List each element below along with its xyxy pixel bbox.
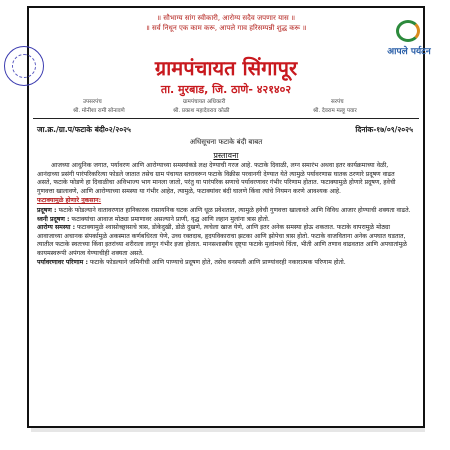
reference-number: जा.क्र./ग्रा.प/फटाके बंदी०२/२०२५ [37,125,131,134]
notice-date: दिनांक-१७/०९/२०२५ [355,125,413,134]
brand-logo [382,20,434,64]
name-gram-officer: श्री. प्रकाश महादेवराव कोळी [173,108,230,114]
address-line: ता. मुरबाड, जि. ठाणे- ४२१४०२ [160,83,292,96]
seal-stamp [4,46,44,86]
harm-label: आरोग्य समस्या : [37,224,76,232]
logo-swirl-icon [396,20,420,42]
slogan-line-1: ॥ सौभाग्य सांग स्वीकारी, आरोग्य सदैव जपणार यास ॥ [156,14,296,22]
header-divider [33,118,419,119]
name-sarpanch: श्री. देवराम मल्हू पवार [313,108,357,114]
role-gram-officer: ग्रामपंचायत अधिकारी [183,99,226,105]
notice-document [27,6,425,428]
page-shadow [31,428,425,432]
intro-heading: प्रस्तावना [213,151,239,160]
harm-text: फटाके फोडल्याने वातावरणात हानिकारक रासायनिक घटक आणि धूळ प्रवेशतात, त्यामुळे हवेची गुणवत्ता खालावते आणि विविध आजार होण्याची शक्यता वाढते. [58,206,411,214]
notice-subject: अधिसूचना फटाके बंदी बाबत [189,138,263,146]
harm-item [37,216,411,225]
harm-item [37,224,411,258]
harm-text: फटाक्यामुळे श्वासोच्छ्वासाचे त्रास, डोकेदुखी, डोळे दुखणे, त्वचेला खाज येणे, आणि इतर अनेक समस्या होऊ शकतात. फटाके वापरामुळे मोठ्या आवाजाच्या अचानक संपर्कामुळे अकस्मात कर्णबधिरता येणे, उच्च रक्तदाब, हृदयविकाराचा झटका आणि झोपेचा त्रास होतो. फटाके वाजविताना अनेक अपघात घडतात, त्यातील फटाके स्वतःच्या किंवा इतरांच्या शरीराला लागून गंभीर इजा होतात. मानसशास्त्रीय दृष्ट्या फटाके मुलांमध्ये चिंता, भीती आणि तणाव वाढवतात आणि अपघातांमुळे कायमस्वरूपी अपंगत्व येण्याचीही शक्यता असते. [37,224,407,257]
harm-label: ध्वनी प्रदूषण : [37,215,70,223]
intro-paragraph: आजच्या आधुनिक जगात, पर्यावरण आणि आरोग्याच्या समस्यांकडे लक्ष देण्याची गरज आहे. फटाके दिवाळी, लग्न समारंभ अथवा इतर कार्यक्रमाच्या वेळी, आनंदाच्या प्रसंगी पारंपरिकरित्या फोडले जातात तसेच ग्राम पंचायत स्तरावरून फटाके विक्रीस परवानगी देण्यात येते त्यामुळे पर्यावरणास घातक ठरणारे प्रदूषण वाढत असते, फटाके फोडणे हा दिवाळीचा अविभाज्य भाग मानला जातो, परंतु या पारंपरिक सणाचे पर्यावरणावर गंभीर परिणाम होतात. फटाक्यामुळे होणारे प्रदूषण, हवेची गुणवत्ता खालावणे, आणि आरोग्याच्या समस्या या गंभीर आहेत, त्यामुळे, फटाक्यांवर बंदी घालणे किंवा त्यांचे नियमन करणे आवश्यक आहे. [37,162,396,195]
logo-text: आपले पर्यटन [387,47,431,57]
harm-text: फटाके फोडल्याने जमिनीची आणि पाण्याचे प्रदूषण होते, तसेच वनस्पती आणि प्राण्यांवरही नकारात्मक परिणाम होतो. [89,258,346,266]
harm-item [37,259,411,268]
role-sarpanch: सरपंच [331,99,344,105]
harms-heading: फटाक्यामुळे होणारे नुकसान: [37,197,102,205]
slogan-line-2: ॥ सर्व निधून एक काम करू, आपले गाव हरिसम्पन्नी शुद्ध करू ॥ [145,24,307,32]
harm-label: पर्यावरणावर परिणाम : [37,258,88,266]
harm-item [37,207,411,216]
role-deputy-sarpanch: उपसरपंच [83,99,102,105]
harm-text: फटाक्यांचा आवाज मोठ्या प्रमाणावर असल्याने प्राणी, वृद्ध आणि लहान मुलांना त्रास होतो. [71,215,270,223]
harm-label: प्रदूषण : [37,206,57,214]
page-title: ग्रामपंचायत सिंगापूर [154,56,298,80]
notice-body [37,162,411,267]
name-deputy-sarpanch: श्री. मोनीशा रामी सोनावणे [73,108,125,114]
